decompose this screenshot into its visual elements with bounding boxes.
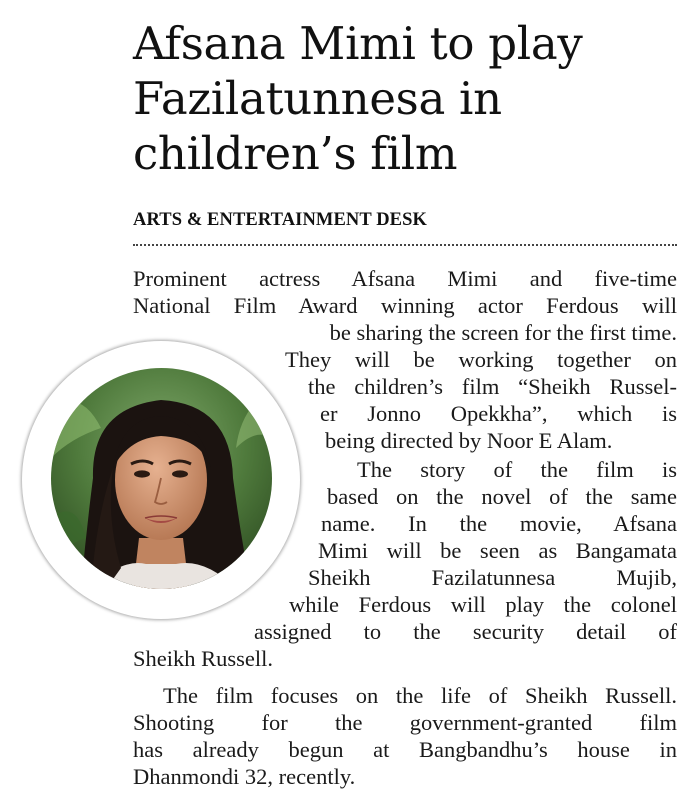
portrait-photo xyxy=(22,341,300,619)
body-line: be sharing the screen for the first time. xyxy=(329,320,677,345)
body-line: has already begun at Bangbandhu’s house in xyxy=(133,737,677,762)
headline-line: Afsana Mimi to play xyxy=(133,17,583,70)
headline-line: Fazilatunnesa in xyxy=(133,72,502,125)
body-line: The film focuses on the life of Sheikh Russell. xyxy=(163,683,677,708)
portrait-image xyxy=(51,368,272,589)
headline-line: children’s film xyxy=(133,127,458,180)
body-line: er Jonno Opekkha”, which is xyxy=(320,401,677,426)
body-line: name. In the movie, Afsana xyxy=(321,511,677,536)
body-line: Sheikh Russell. xyxy=(133,646,274,671)
body-line: based on the novel of the same xyxy=(327,484,677,509)
body-line: Shooting for the government-granted film xyxy=(133,710,677,735)
body-line: Sheikh Fazilatunnesa Mujib, xyxy=(308,565,677,590)
body-line: Prominent actress Afsana Mimi and five-time xyxy=(133,266,677,291)
byline: ARTS & ENTERTAINMENT DESK xyxy=(133,210,428,230)
body-line: National Film Award winning actor Ferdous will xyxy=(133,293,677,318)
body-line: while Ferdous will play the colonel xyxy=(289,592,677,617)
body-line: Dhanmondi 32, recently. xyxy=(133,764,356,789)
body-line: assigned to the security detail of xyxy=(254,619,677,644)
body-line: The story of the film is xyxy=(357,457,677,482)
body-line: being directed by Noor E Alam. xyxy=(325,428,613,453)
body-line: They will be working together on xyxy=(285,347,677,372)
body-line: the children’s film “Sheikh Russel- xyxy=(308,374,677,399)
dotted-divider xyxy=(133,244,677,246)
body-line: Mimi will be seen as Bangamata xyxy=(318,538,677,563)
headline xyxy=(133,16,673,181)
